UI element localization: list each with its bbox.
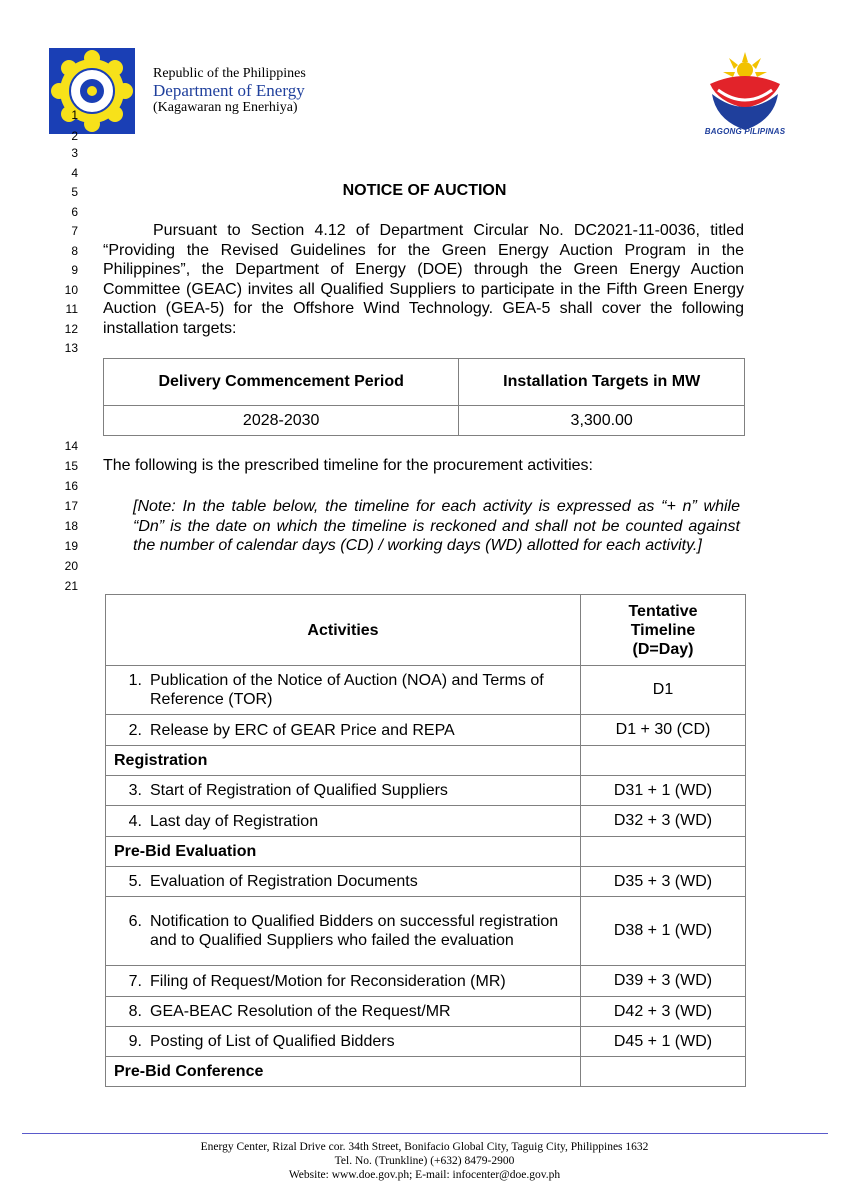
intro-paragraph — [103, 221, 744, 338]
line-number: 1 — [71, 108, 78, 122]
line-number: 13 — [64, 341, 78, 355]
footer-divider — [22, 1133, 828, 1134]
activity-number: 4. — [128, 812, 142, 830]
paragraph-text: Pursuant to Section 4.12 of Department Circular No. DC2021-11-0036, titled “Providing the Revised Guidelines for the Green Energy Auction Program in the Philippines”, the Department of Energy (DOE) through the Green Energy Auction Committee (GEAC) invites all Qualified Suppliers to participate in the Fifth Green Energy Auction (GEA-5) for the Offshore Wind Technology. GEA-5 shall cover the following installation targets: — [103, 222, 744, 337]
header-delivery-period: Delivery Commencement Period — [104, 359, 459, 406]
timeline-value: D35 + 3 (WD) — [581, 867, 746, 897]
line-number: 18 — [64, 519, 78, 533]
table-row — [106, 867, 746, 897]
delivery-period-value: 2028-2030 — [104, 406, 459, 436]
timeline-value: D42 + 3 (WD) — [581, 997, 746, 1027]
activity-number: 7. — [128, 972, 142, 990]
activity-text: Release by ERC of GEAR Price and REPA — [150, 721, 455, 739]
activity-text: Posting of List of Qualified Bidders — [150, 1033, 395, 1050]
header-installation-targets: Installation Targets in MW — [459, 359, 745, 406]
bagong-pilipinas-logo — [694, 50, 796, 138]
section-row — [106, 837, 746, 867]
line-number: 19 — [64, 539, 78, 553]
table-row — [106, 776, 746, 806]
line-number: 14 — [64, 439, 78, 453]
activity-text: Filing of Request/Motion for Reconsideration (MR) — [150, 972, 506, 990]
section-row — [106, 746, 746, 776]
activity-number: 9. — [128, 1033, 142, 1050]
line-number: 9 — [71, 263, 78, 277]
activity-text: Notification to Qualified Bidders on successful registration and to Qualified Suppliers who failed the evaluation — [150, 913, 559, 949]
line-number: 12 — [64, 322, 78, 336]
line-number: 16 — [64, 479, 78, 493]
line-number: 21 — [64, 579, 78, 593]
line-number: 6 — [71, 205, 78, 219]
activity-text: Publication of the Notice of Auction (NOA) and Terms of Reference (TOR) — [150, 672, 544, 708]
section-label: Registration — [106, 746, 581, 776]
table-row — [106, 666, 746, 715]
timeline-value: D1 — [581, 666, 746, 715]
table-row — [106, 966, 746, 997]
timeline-value: D45 + 1 (WD) — [581, 1027, 746, 1057]
footer — [0, 1140, 849, 1182]
activity-text: Last day of Registration — [150, 812, 319, 830]
line-number: 5 — [71, 185, 78, 199]
republic-line: Republic of the Philippines — [153, 66, 306, 81]
table-row — [106, 997, 746, 1027]
bagong-pilipinas-text: BAGONG PILIPINAS — [704, 127, 786, 136]
timeline-value: D31 + 1 (WD) — [581, 776, 746, 806]
line-number: 20 — [64, 559, 78, 573]
activity-number: 8. — [128, 1003, 142, 1020]
section-row — [106, 1057, 746, 1087]
activity-number: 5. — [128, 873, 142, 890]
footer-website: Website: www.doe.gov.ph; E-mail: infocenter@doe.gov.ph — [288, 1169, 561, 1181]
header-activities: Activities — [106, 595, 581, 666]
table-row — [106, 806, 746, 837]
activity-number: 3. — [128, 782, 142, 799]
department-name: Department of Energy — [153, 81, 305, 100]
footer-address: Energy Center, Rizal Drive cor. 34th Street, Bonifacio Global City, Taguig City, Philippines 1632 — [200, 1141, 649, 1153]
section-label: Pre-Bid Evaluation — [106, 837, 581, 867]
timeline-value: D39 + 3 (WD) — [581, 966, 746, 997]
table-row — [106, 715, 746, 746]
activity-text: GEA-BEAC Resolution of the Request/MR — [150, 1003, 451, 1020]
activity-number: 6. — [128, 913, 142, 930]
document-title: NOTICE OF AUCTION — [342, 182, 507, 199]
timeline-intro: The following is the prescribed timeline for the procurement activities: — [103, 457, 593, 474]
kagawaran-line: (Kagawaran ng Enerhiya) — [153, 100, 298, 115]
line-number: 8 — [71, 244, 78, 258]
line-number: 2 — [71, 129, 78, 143]
line-number: 3 — [71, 146, 78, 160]
table-row — [106, 897, 746, 966]
activity-number: 2. — [128, 721, 142, 739]
installation-target-value: 3,300.00 — [459, 406, 745, 436]
installation-targets-table — [103, 358, 745, 436]
table-row — [104, 406, 745, 436]
activity-text: Start of Registration of Qualified Suppliers — [150, 782, 448, 799]
agency-block — [153, 66, 306, 116]
footer-telephone: Tel. No. (Trunkline) (+632) 8479-2900 — [334, 1155, 515, 1167]
section-label: Pre-Bid Conference — [106, 1057, 581, 1087]
table-row — [106, 1027, 746, 1057]
line-number: 10 — [64, 283, 78, 297]
timeline-value: D32 + 3 (WD) — [581, 806, 746, 837]
header-tentative-timeline: Tentative Timeline (D=Day) — [581, 595, 746, 666]
timeline-value: D1 + 30 (CD) — [581, 715, 746, 746]
timeline-table — [105, 594, 746, 1087]
line-number: 17 — [64, 499, 78, 513]
line-number: 4 — [71, 166, 78, 180]
line-number: 11 — [65, 302, 78, 316]
activity-number: 1. — [128, 672, 142, 689]
timeline-value: D38 + 1 (WD) — [581, 897, 746, 966]
timeline-note: [Note: In the table below, the timeline for each activity is expressed as “+ n” while “Dn” is the date on which the timeline is reckoned and shall not be counted against the number of calendar days (CD) / working days (WD) allotted for each activity.] — [133, 498, 740, 554]
activity-text: Evaluation of Registration Documents — [150, 873, 418, 890]
line-number: 15 — [64, 459, 78, 473]
line-number: 7 — [71, 224, 78, 238]
